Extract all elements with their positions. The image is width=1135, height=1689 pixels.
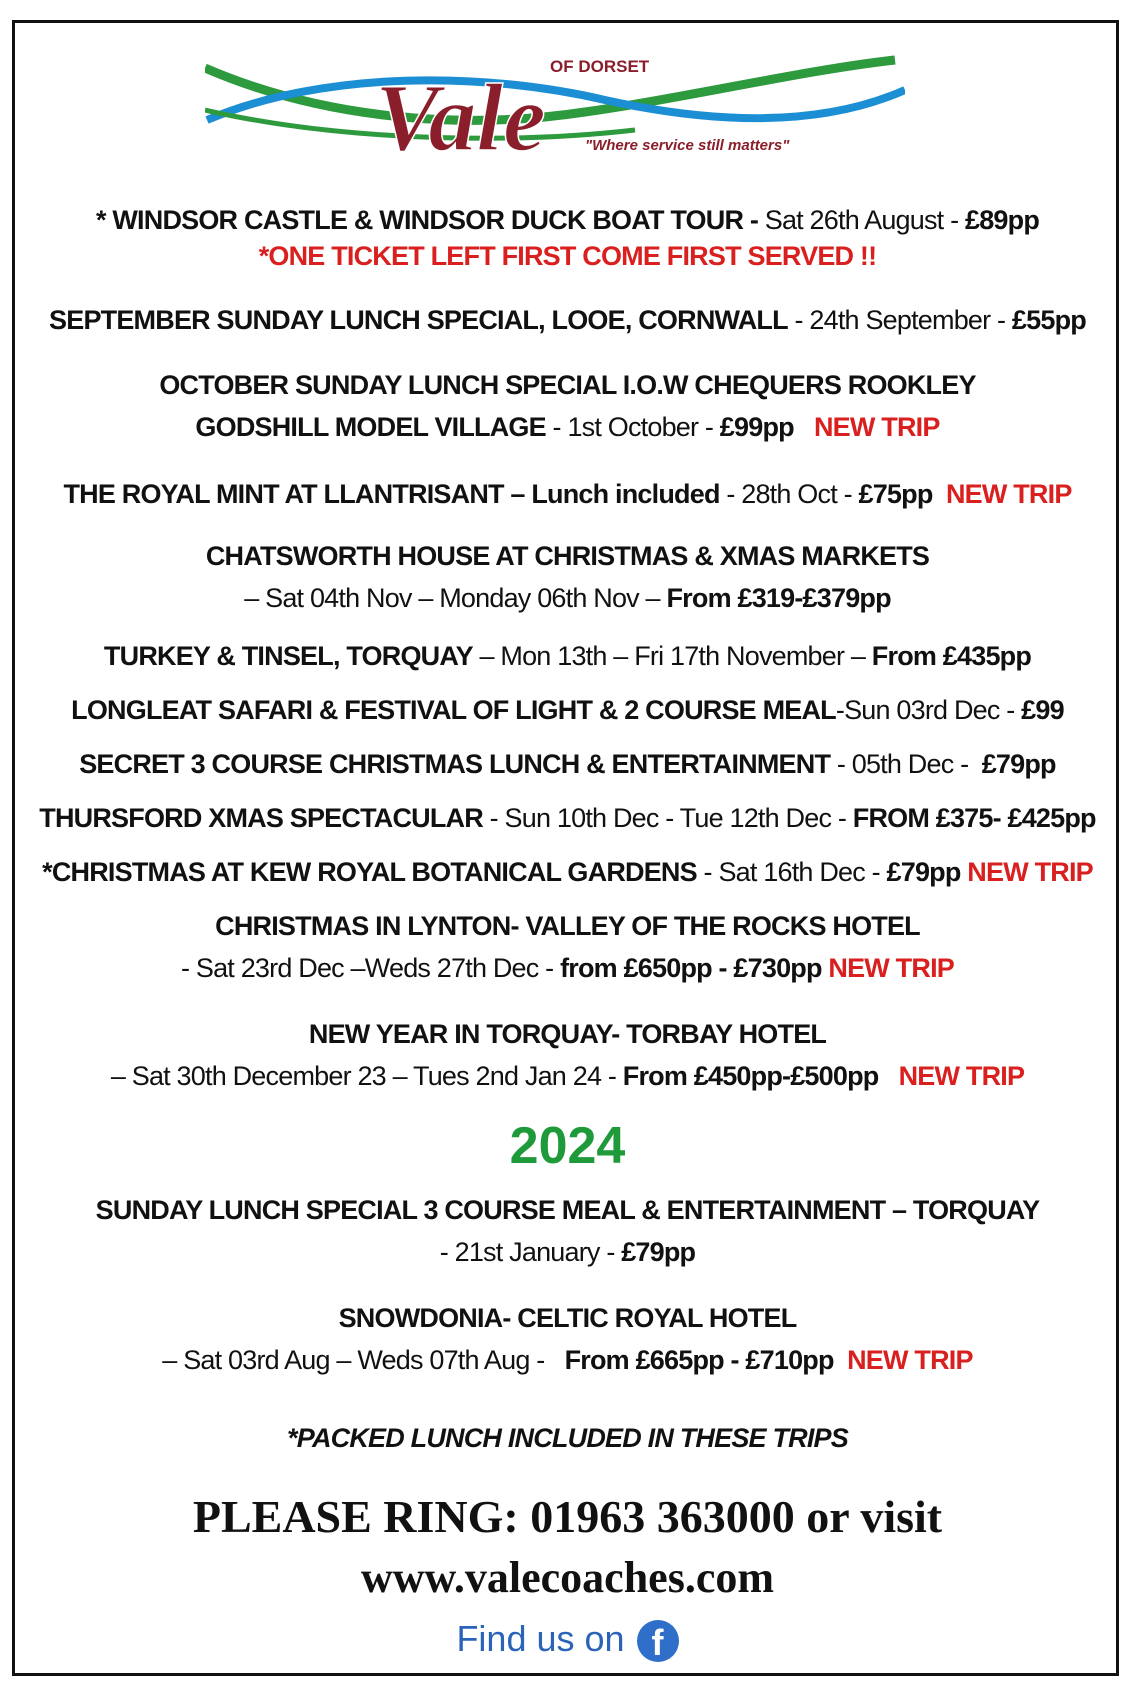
new-trip-badge: NEW TRIP [847,1345,973,1375]
trip-title: THURSFORD XMAS SPECTACULAR [39,803,483,833]
facebook-link[interactable] [0,1617,1135,1662]
new-trip-badge: NEW TRIP [898,1061,1025,1091]
trip-iow [0,409,1135,445]
trip-price: £99pp [719,412,794,442]
trip-new-year [0,1058,1135,1094]
trip-date: - 28th Oct - [719,479,859,509]
trip-chatsworth-title [0,538,1135,574]
trip-date: - Sat 23rd Dec –Weds 27th Dec - [180,953,561,983]
trip-snowdonia [0,1342,1135,1378]
trip-turkey-tinsel [0,638,1135,674]
trip-title: SECRET 3 COURSE CHRISTMAS LUNCH & ENTERTAINMENT [79,749,831,779]
trip-date: – Mon 13th – Fri 17th November – [472,641,872,671]
trip-chatsworth [0,580,1135,616]
new-trip-badge: NEW TRIP [967,857,1093,887]
trip-title: SEPTEMBER SUNDAY LUNCH SPECIAL, LOOE, CORNWALL [49,305,788,335]
trip-kew [0,854,1135,890]
trip-price: £99 [1021,695,1064,725]
trip-title: OCTOBER SUNDAY LUNCH SPECIAL I.O.W CHEQUERS ROOKLEY [159,370,976,400]
trip-title: *CHRISTMAS AT KEW ROYAL BOTANICAL GARDENS [42,857,697,887]
facebook-icon[interactable]: f [637,1620,679,1662]
new-trip-badge: NEW TRIP [828,953,954,983]
trip-date: – Sat 04th Nov – Monday 06th Nov – [244,583,667,613]
trip-price: £79pp [886,857,961,887]
trip-date: - 21st January - [439,1237,622,1267]
trip-price: from £650pp - £730pp [560,953,822,983]
trip-royal-mint [0,476,1135,512]
find-us-label: Find us on [456,1618,625,1659]
trip-longleat [0,692,1135,728]
alert-text: *ONE TICKET LEFT FIRST COME FIRST SERVED !! [258,241,877,271]
trip-date: – Sat 30th December 23 – Tues 2nd Jan 24 - [110,1061,623,1091]
trip-price: £55pp [1011,305,1086,335]
trip-date: - 05th Dec - [830,749,976,779]
trip-title: GODSHILL MODEL VILLAGE [195,412,546,442]
logo-tagline: "Where service still matters" [585,137,790,154]
trip-title: THE ROYAL MINT AT LLANTRISANT – Lunch included [63,479,720,509]
trip-title: LONGLEAT SAFARI & FESTIVAL OF LIGHT & 2 COURSE MEAL [71,695,836,725]
trip-snowdonia-title [0,1300,1135,1336]
trip-thursford [0,800,1135,836]
trip-price: £89pp [964,205,1040,235]
trip-title: NEW YEAR IN TORQUAY- TORBAY HOTEL [308,1019,827,1049]
trip-lynton-title [0,908,1135,944]
trip-price: FROM £375- £425pp [852,803,1096,833]
trip-date: – Sat 03rd Aug – Weds 07th Aug - [162,1345,552,1375]
trip-price: From £319-£379pp [666,583,891,613]
trip-price: £79pp [621,1237,696,1267]
trip-price: £75pp [858,479,933,509]
contact-phone: PLEASE RING: 01963 363000 or visit [192,1491,943,1542]
trip-looe [0,302,1135,338]
trip-title: SUNDAY LUNCH SPECIAL 3 COURSE MEAL & ENTERTAINMENT – TORQUAY [95,1195,1040,1225]
trip-price: From £665pp - £710pp [564,1345,834,1375]
trip-price: From £435pp [871,641,1032,671]
trip-new-year-title [0,1016,1135,1052]
trip-sunday-lunch-title [0,1192,1135,1228]
trip-price: From £450pp-£500pp [622,1061,879,1091]
trip-title: TURKEY & TINSEL, TORQUAY [103,641,473,671]
trip-date: - 1st October - [545,412,720,442]
trip-windsor-alert [0,238,1135,274]
new-trip-badge: NEW TRIP [945,479,1072,509]
website-link[interactable]: www.valecoaches.com [360,1553,774,1602]
trip-date: Sat 26th August - [764,205,965,235]
logo-word: Vale [375,64,546,171]
trip-price: £79pp [981,749,1056,779]
packed-lunch-note [0,1420,1135,1456]
trip-windsor [0,202,1135,238]
trip-title: CHATSWORTH HOUSE AT CHRISTMAS & XMAS MARKETS [205,541,930,571]
new-trip-badge: NEW TRIP [813,412,940,442]
trip-sunday-lunch [0,1234,1135,1270]
trip-iow-title [0,367,1135,403]
trip-title: * WINDSOR CASTLE & WINDSOR DUCK BOAT TOUR - [95,205,765,235]
trip-title: SNOWDONIA- CELTIC ROYAL HOTEL [338,1303,797,1333]
vale-logo [205,50,905,180]
year-text: 2024 [509,1117,626,1175]
trip-date: - Sun 10th Dec - Tue 12th Dec - [482,803,853,833]
trip-date: - Sat 16th Dec - [696,857,887,887]
trip-date: - 24th September - [787,305,1012,335]
year-heading [0,1116,1135,1176]
trip-secret-lunch [0,746,1135,782]
logo-sub: OF DORSET [550,57,650,76]
trip-title: CHRISTMAS IN LYNTON- VALLEY OF THE ROCKS HOTEL [215,911,920,941]
trip-lynton [0,950,1135,986]
note-text: *PACKED LUNCH INCLUDED IN THESE TRIPS [287,1423,848,1453]
trip-date: -Sun 03rd Dec - [835,695,1022,725]
